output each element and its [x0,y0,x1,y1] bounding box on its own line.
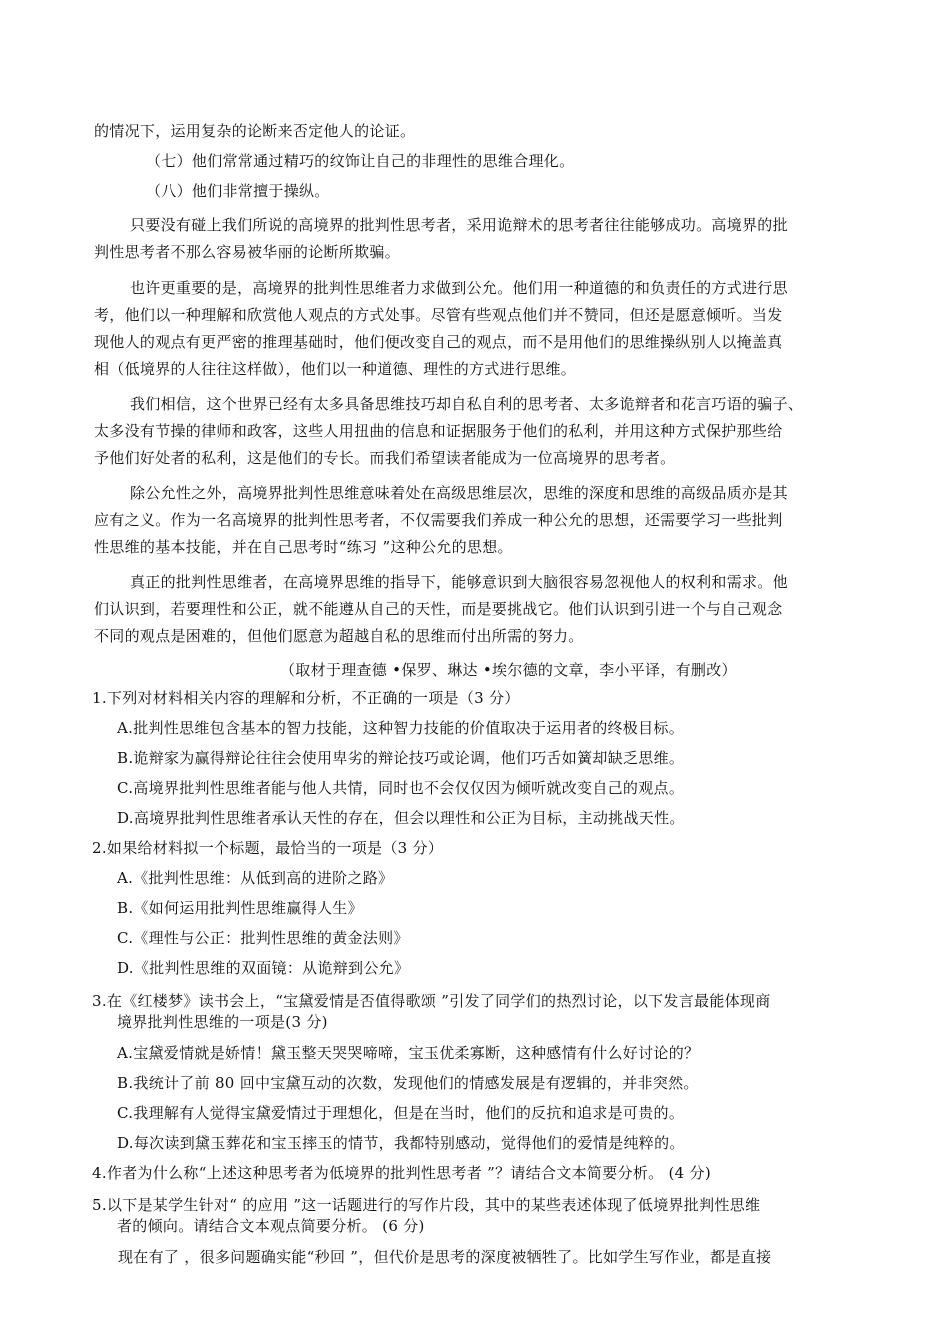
question-5-excerpt: 现在有了 ，很多问题确实能“秒回 ”，但代价是思考的深度被牺牲了。比如学生写作业，都是直接 [118,1248,772,1266]
question-5-stem: 5.以下是某学生针对“ 的应用 ”这一话题进行的写作片段，其中的某些表述体现了低境界批判性思维 [92,1196,761,1214]
passage-line: 予他们好处者的私利，这是他们的专长。而我们希望读者能成为一位高境界的思考者。 [94,449,676,467]
question-3-option-b: B.我统计了前 80 回中宝黛互动的次数，发现他们的情感发展是有逻辑的，并非突然。 [117,1074,699,1092]
passage-line: 现他人的观点有更严密的推理基础时，他们便改变自己的观点，而不是用他们的思维操纵别人以掩盖真 [94,333,783,351]
source-attribution: （取材于理查德 •保罗、琳达 •埃尔德的文章，李小平译，有删改） [280,661,737,679]
question-2-option-c: C.《理性与公正：批判性思维的黄金法则》 [117,929,409,947]
passage-line: 相（低境界的人往往这样做），他们以一种道德、理性的方式进行思维。 [94,360,577,378]
question-5-stem-cont: 者的倾向。请结合文本观点简要分析。 (6 分) [117,1217,425,1235]
passage-line: 的情况下，运用复杂的论断来否定他人的论证。 [94,122,416,140]
passage-line: 也许更重要的是，高境界的批判性思维者力求做到公允。他们用一种道德的和负责任的方式进行思 [130,279,788,297]
passage-line: 我们相信，这个世界已经有太多具备思维技巧却自私自利的思考者、太多诡辩者和花言巧语的骗子、 [130,395,804,413]
question-3-stem-cont: 境界批判性思维的一项是(3 分) [117,1013,328,1031]
question-2-option-a: A.《批判性思维：从低到高的进阶之路》 [117,869,394,887]
passage-line: 考，他们以一种理解和欣赏他人观点的方式处事。尽管有些观点他们并不赞同，但还是愿意倾听。当发 [94,306,783,324]
passage-line: 们认识到，若要理性和公正，就不能遵从自己的天性，而是要挑战它。他们认识到引进一个与自己观念 [94,600,783,618]
question-2-option-d: D.《批判性思维的双面镜：从诡辩到公允》 [117,959,410,977]
question-2-stem: 2.如果给材料拟一个标题，最恰当的一项是（3 分） [92,839,444,857]
question-2-option-b: B.《如何运用批判性思维赢得人生》 [117,899,363,917]
question-1-stem: 1.下列对材料相关内容的理解和分析，不正确的一项是（3 分） [92,689,520,707]
passage-line: 不同的观点是困难的，但他们愿意为超越自私的思维而付出所需的努力。 [94,627,584,645]
passage-line: 性思维的基本技能，并在自己思考时“练习 ”这种公允的思想。 [94,538,513,556]
passage-line: 太多没有节操的律师和政客，这些人用扭曲的信息和证据服务于他们的私利，并用这种方式保护那些给 [94,422,783,440]
passage-line: 判性思考者不那么容易被华丽的论断所欺骗。 [94,243,401,261]
question-1-option-a: A.批判性思维包含基本的智力技能，这种智力技能的价值取决于运用者的终极目标。 [117,719,685,737]
passage-line: 应有之义。作为一名高境界的批判性思考者，不仅需要我们养成一种公允的思想，还需要学习一些批判 [94,511,783,529]
passage-line: （八）他们非常擅于操纵。 [146,182,330,200]
passage-line: 真正的批判性思维者，在高境界思维的指导下，能够意识到大脑很容易忽视他人的权利和需求。他 [130,573,788,591]
passage-line: （七）他们常常通过精巧的纹饰让自己的非理性的思维合理化。 [146,152,575,170]
passage-line: 只要没有碰上我们所说的高境界的批判性思考者，采用诡辩术的思考者往往能够成功。高境界的批 [130,216,788,234]
question-3-option-c: C.我理解有人觉得宝黛爱情过于理想化，但是在当时，他们的反抗和追求是可贵的。 [117,1104,685,1122]
passage-line: 除公允性之外，高境界批判性思维意味着处在高级思维层次，思维的深度和思维的高级品质亦是其 [130,484,788,502]
question-4-stem: 4.作者为什么称“上述这种思考者为低境界的批判性思考者 ”？请结合文本简要分析。 (4 分) [92,1164,712,1182]
question-1-option-b: B.诡辩家为赢得辩论往往会使用卑劣的辩论技巧或论调，他们巧舌如簧却缺乏思维。 [117,749,685,767]
question-3-stem: 3.在《红楼梦》读书会上，“宝黛爱情是否值得歌颂 ”引发了同学们的热烈讨论，以下发言最能体现商 [92,992,771,1010]
question-3-option-a: A.宝黛爱情就是娇情！黛玉整天哭哭啼啼，宝玉优柔寡断，这种感情有什么好讨论的？ [117,1044,700,1062]
question-1-option-c: C.高境界批判性思维者能与他人共情，同时也不会仅仅因为倾听就改变自己的观点。 [117,779,685,797]
question-3-option-d: D.每次读到黛玉葬花和宝玉摔玉的情节，我都特别感动，觉得他们的爱情是纯粹的。 [117,1134,685,1152]
question-1-option-d: D.高境界批判性思维者承认天性的存在，但会以理性和公正为目标，主动挑战天性。 [117,809,685,827]
